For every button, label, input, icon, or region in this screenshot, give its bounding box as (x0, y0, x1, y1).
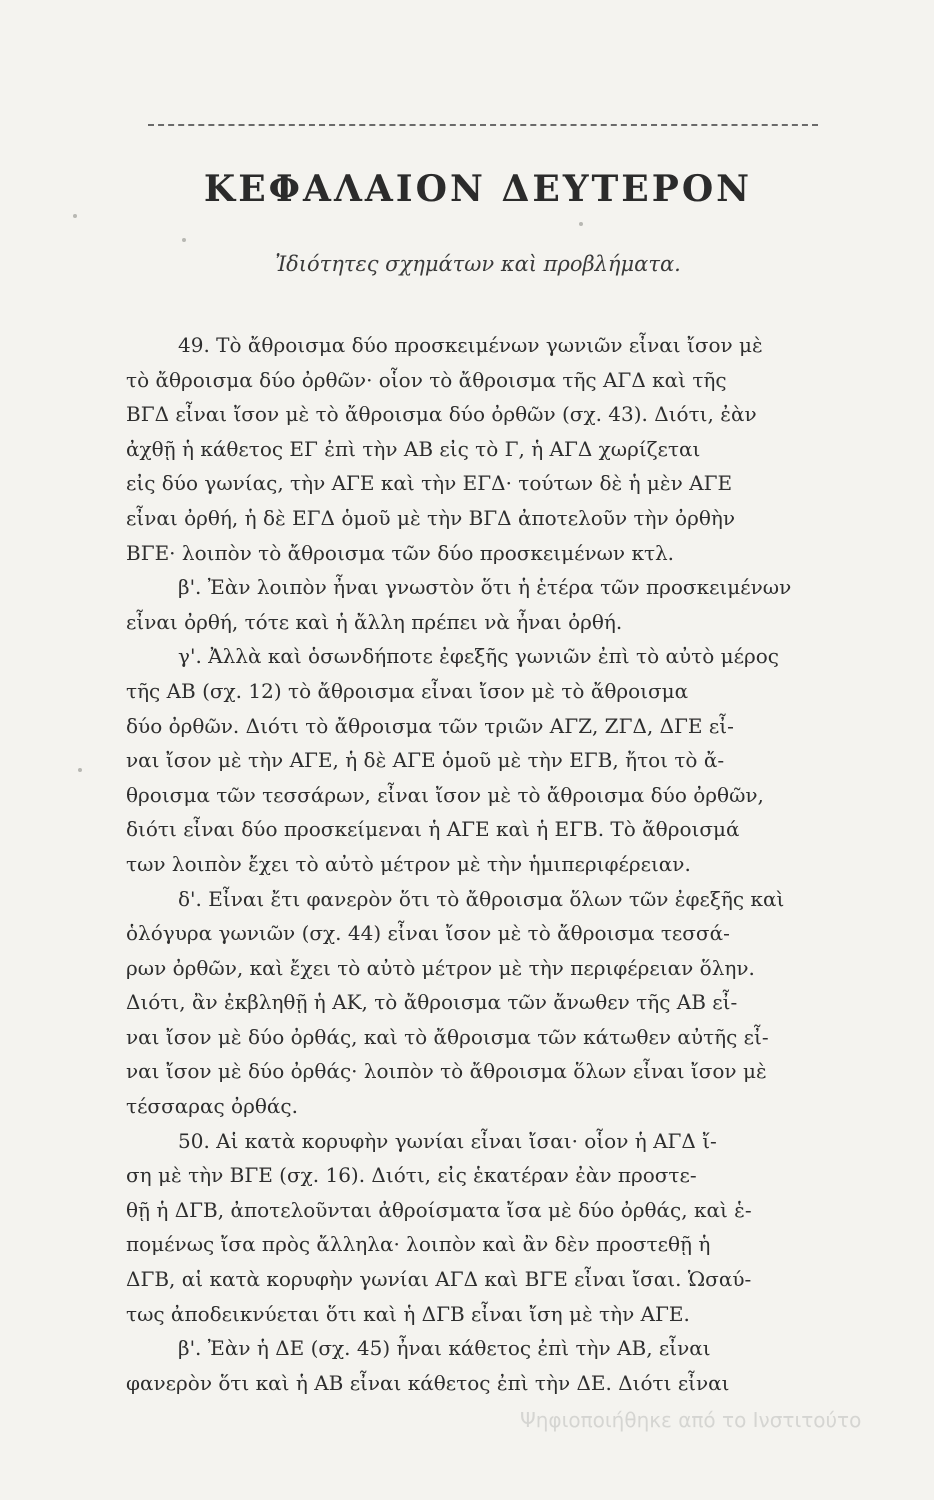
text-line: πομένως ἴσα πρὸς ἄλληλα· λοιπὸν καὶ ἂν δὲν προστεθῇ ἡ (126, 1232, 711, 1257)
text-line: β'. Ἐὰν λοιπὸν ἦναι γνωστὸν ὅτι ἡ ἑτέρα τῶν προσκειμένων (178, 575, 792, 600)
text-line: θῇ ἡ ΔΓΒ, ἀποτελοῦνται ἀθροίσματα ἴσα μὲ δύο ὀρθάς, καὶ ἑ- (126, 1197, 752, 1222)
text-line: ὁλόγυρα γωνιῶν (σχ. 44) εἶναι ἴσον μὲ τὸ ἄθροισμα τεσσά- (126, 921, 730, 946)
text-line: ση μὲ τὴν ΒΓΕ (σχ. 16). Διότι, εἰς ἑκατέραν ἐὰν προστε- (126, 1163, 697, 1188)
watermark-text: Ψηφιοποιήθηκε από το Ινστιτούτο (520, 1408, 862, 1432)
ornamental-rule (148, 124, 818, 126)
chapter-subtitle: Ἰδιότητες σχημάτων καὶ προβλήματα. (275, 252, 681, 276)
text-line: διότι εἶναι δύο προσκείμεναι ἡ ΑΓΕ καὶ ἡ ΕΓΒ. Τὸ ἄθροισμά (126, 817, 740, 842)
text-line: ναι ἴσον μὲ δύο ὀρθάς· λοιπὸν τὸ ἄθροισμα ὅλων εἶναι ἴσον μὲ (126, 1059, 767, 1084)
text-line: δ'. Εἶναι ἔτι φανερὸν ὅτι τὸ ἄθροισμα ὅλων τῶν ἐφεξῆς καὶ (178, 886, 785, 911)
text-line: τέσσαρας ὀρθάς. (126, 1094, 298, 1119)
body-text (126, 328, 822, 1400)
text-line: ναι ἴσον μὲ τὴν ΑΓΕ, ἡ δὲ ΑΓΕ ὁμοῦ μὲ τὴν ΕΓΒ, ἤτοι τὸ ἄ- (126, 748, 725, 773)
text-line: τῆς ΑΒ (σχ. 12) τὸ ἄθροισμα εἶναι ἴσον μὲ τὸ ἄθροισμα (126, 678, 689, 703)
text-line: ρων ὀρθῶν, καὶ ἔχει τὸ αὐτὸ μέτρον μὲ τὴν περιφέρειαν ὅλην. (126, 955, 755, 980)
text-line: φανερὸν ὅτι καὶ ἡ ΑΒ εἶναι κάθετος ἐπὶ τὴν ΔΕ. Διότι εἶναι (126, 1370, 730, 1395)
text-line: εἶναι ὀρθή, τότε καὶ ἡ ἄλλη πρέπει νὰ ἦναι ὀρθή. (126, 609, 623, 634)
scan-speck (579, 222, 583, 226)
text-line: ΒΓΔ εἶναι ἴσον μὲ τὸ ἄθροισμα δύο ὀρθῶν (σχ. 43). Διότι, ἐὰν (126, 402, 757, 427)
text-line: των λοιπὸν ἔχει τὸ αὐτὸ μέτρον μὲ τὴν ἡμιπεριφέρειαν. (126, 851, 691, 876)
text-line: δύο ὀρθῶν. Διότι τὸ ἄθροισμα τῶν τριῶν ΑΓΖ, ΖΓΔ, ΔΓΕ εἶ- (126, 713, 734, 738)
text-line: 49. Τὸ ἄθροισμα δύο προσκειμένων γωνιῶν εἶναι ἴσον μὲ (178, 333, 763, 357)
text-line: θροισμα τῶν τεσσάρων, εἶναι ἴσον μὲ τὸ ἄθροισμα δύο ὀρθῶν, (126, 782, 764, 807)
text-line: ἀχθῇ ἡ κάθετος ΕΓ ἐπὶ τὴν ΑΒ εἰς τὸ Γ, ἡ ΑΓΔ χωρίζεται (126, 436, 701, 461)
text-line: ΔΓΒ, αἱ κατὰ κορυφὴν γωνίαι ΑΓΔ καὶ ΒΓΕ εἶναι ἴσαι. Ὡσαύ- (126, 1267, 752, 1292)
text-line: ΒΓΕ· λοιπὸν τὸ ἄθροισμα τῶν δύο προσκειμένων κτλ. (126, 540, 675, 565)
scan-speck (182, 238, 186, 242)
chapter-title: ΚΕΦΑΛΑΙΟΝ ΔΕΥΤΕΡΟΝ (203, 168, 753, 210)
text-line: ναι ἴσον μὲ δύο ὀρθάς, καὶ τὸ ἄθροισμα τῶν κάτωθεν αὐτῆς εἶ- (126, 1024, 769, 1049)
scan-speck (73, 214, 77, 218)
text-line: τως ἀποδεικνύεται ὅτι καὶ ἡ ΔΓΒ εἶναι ἴση μὲ τὴν ΑΓΕ. (126, 1301, 690, 1326)
text-line: εἰς δύο γωνίας, τὴν ΑΓΕ καὶ τὴν ΕΓΔ· τούτων δὲ ἡ μὲν ΑΓΕ (126, 471, 733, 496)
scan-speck (78, 768, 82, 772)
text-line: β'. Ἐὰν ἡ ΔΕ (σχ. 45) ἦναι κάθετος ἐπὶ τὴν ΑΒ, εἶναι (178, 1336, 711, 1361)
text-line: τὸ ἄθροισμα δύο ὀρθῶν· οἷον τὸ ἄθροισμα τῆς ΑΓΔ καὶ τῆς (126, 367, 727, 392)
text-line: 50. Αἱ κατὰ κορυφὴν γωνίαι εἶναι ἴσαι· οἷον ἡ ΑΓΔ ἴ- (178, 1128, 717, 1153)
text-line: γ'. Ἀλλὰ καὶ ὁσωνδήποτε ἐφεξῆς γωνιῶν ἐπὶ τὸ αὐτὸ μέρος (178, 644, 779, 669)
text-line: εἶναι ὀρθή, ἡ δὲ ΕΓΔ ὁμοῦ μὲ τὴν ΒΓΔ ἀποτελοῦν τὴν ὀρθὴν (126, 505, 736, 530)
text-line: Διότι, ἂν ἐκβληθῇ ἡ ΑΚ, τὸ ἄθροισμα τῶν ἄνωθεν τῆς ΑΒ εἶ- (126, 990, 738, 1015)
